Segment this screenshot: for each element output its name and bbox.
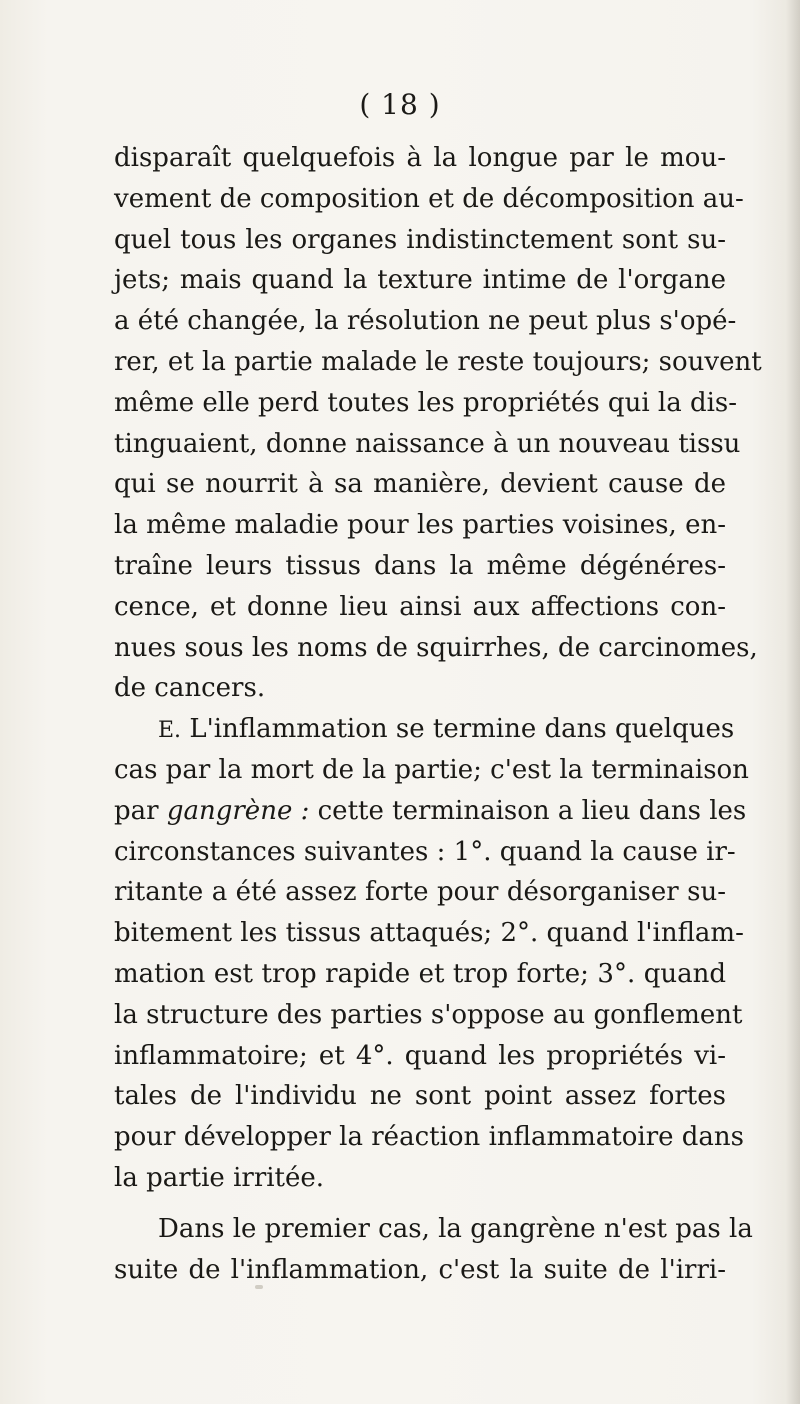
text-line: la structure des parties s'oppose au gonflement <box>114 999 743 1030</box>
text-span: L'inflammation se termine dans quelques <box>189 714 735 745</box>
text-line: de cancers. <box>114 673 266 704</box>
text-line: cence, et donne lieu ainsi aux affections con- <box>114 591 726 622</box>
text-line: a été changée, la résolution ne peut plus s'opé- <box>114 306 737 337</box>
text-line: la même maladie pour les parties voisines, en- <box>114 510 726 541</box>
text-line: tinguaient, donne naissance à un nouveau tissu <box>114 428 741 459</box>
text-line: Dans le premier cas, la gangrène n'est pas la <box>158 1213 753 1244</box>
text-span: cette terminaison a lieu dans les <box>309 795 747 826</box>
paragraph-2 <box>114 709 749 1199</box>
text-line: bitement les tissus attaqués; 2°. quand l'inflam- <box>114 918 744 949</box>
italic-term: gangrène : <box>166 795 310 826</box>
text-line: inflammatoire; et 4°. quand les propriétés vi- <box>114 1040 726 1071</box>
text-line: traîne leurs tissus dans la même dégénéres- <box>114 550 726 581</box>
text-line: qui se nourrit à sa manière, devient cause de <box>114 469 726 500</box>
text-span: par <box>114 795 167 826</box>
text-line <box>114 791 747 832</box>
paragraph-3 <box>114 1209 753 1291</box>
text-line: pour développer la réaction inflammatoire dans <box>114 1122 745 1153</box>
text-line: suite de l'inflammation, c'est la suite de l'irri- <box>114 1254 726 1285</box>
text-line: disparaît quelquefois à la longue par le mou- <box>114 143 726 173</box>
text-line: jets; mais quand la texture intime de l'organe <box>114 265 726 296</box>
text-line: quel tous les organes indistinctement sont su- <box>114 224 726 255</box>
body-text <box>114 138 762 1290</box>
text-line: même elle perd toutes les propriétés qui la dis- <box>114 387 738 418</box>
paper-speck <box>255 1285 263 1289</box>
section-label: E. <box>158 718 182 744</box>
text-line: circonstances suivantes : 1°. quand la cause ir- <box>114 836 736 867</box>
text-line: ritante a été assez forte pour désorganiser su- <box>114 877 726 908</box>
paragraph-1 <box>114 138 762 709</box>
text-line: vement de composition et de décomposition au- <box>114 183 744 214</box>
text-line: la partie irritée. <box>114 1162 325 1193</box>
paragraph-gap <box>114 1199 726 1209</box>
text-line: mation est trop rapide et trop forte; 3°. quand <box>114 958 726 989</box>
page-number: ( 18 ) <box>359 88 441 121</box>
text-line: rer, et la partie malade le reste toujours; souvent <box>114 346 762 377</box>
text-line: nues sous les noms de squirrhes, de carcinomes, <box>114 632 758 663</box>
text-line: cas par la mort de la partie; c'est la terminaison <box>114 754 749 785</box>
text-line: tales de l'individu ne sont point assez fortes <box>114 1081 726 1112</box>
text-line <box>114 709 735 750</box>
